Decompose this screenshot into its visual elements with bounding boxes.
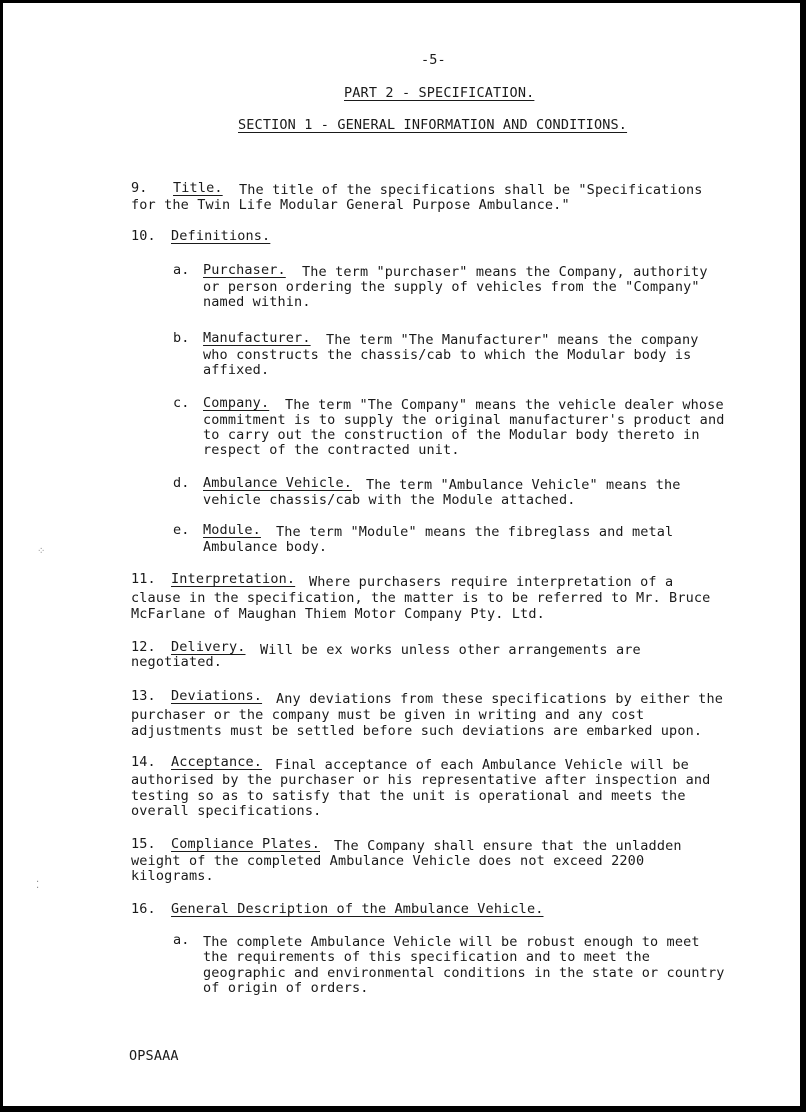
para-9-line-2: for the Twin Life Modular General Purpose Ambulance." [131, 197, 570, 213]
para-10d-line-2: vehicle chassis/cab with the Module attached. [203, 492, 576, 508]
para-10a-line-1: The term "purchaser" means the Company, authority [302, 264, 708, 280]
para-16a-line-2: the requirements of this specification and to meet the [203, 949, 650, 965]
para-16a-line-1: The complete Ambulance Vehicle will be robust enough to meet [203, 934, 700, 950]
para-13-line-1: Any deviations from these specifications by either the [276, 691, 723, 707]
scan-speck: ⁚ [36, 880, 40, 891]
para-12-line-1: Will be ex works unless other arrangements are [260, 642, 641, 658]
para-15-title: Compliance Plates. [171, 836, 320, 852]
para-16-number: 16. [131, 901, 156, 917]
para-16a-line-3: geographic and environmental conditions in the state or country [203, 965, 725, 981]
para-16-title: General Description of the Ambulance Vehicle. [171, 901, 544, 917]
para-13-line-3: adjustments must be settled before such deviations are embarked upon. [131, 723, 703, 739]
para-10b-line-3: affixed. [203, 362, 270, 378]
footer-code: OPSAAA [129, 1048, 179, 1064]
para-10b-line-2: who constructs the chassis/cab to which the Modular body is [203, 347, 692, 363]
para-10c-title: Company. [203, 395, 270, 411]
para-14-line-1: Final acceptance of each Ambulance Vehicle will be [275, 757, 689, 773]
para-10c-line-3: to carry out the construction of the Modular body thereto in [203, 427, 700, 443]
para-10a-line-3: named within. [203, 294, 311, 310]
para-10b-line-1: The term "The Manufacturer" means the company [326, 332, 699, 348]
para-10c-line-2: commitment is to supply the original manufacturer's product and [203, 412, 725, 428]
para-12-title: Delivery. [171, 639, 246, 655]
para-10d-title: Ambulance Vehicle. [203, 475, 352, 491]
para-10-number: 10. [131, 228, 156, 244]
part-heading: PART 2 - SPECIFICATION. [344, 85, 535, 101]
section-heading: SECTION 1 - GENERAL INFORMATION AND CONDITIONS. [238, 117, 628, 133]
para-16a-line-4: of origin of orders. [203, 980, 369, 996]
para-9-line-1: The title of the specifications shall be "Specifications [239, 182, 703, 198]
scan-speck: ⁘ [37, 546, 46, 557]
para-10d-letter: d. [173, 475, 190, 491]
para-10d-line-1: The term "Ambulance Vehicle" means the [366, 477, 681, 493]
para-10a-title: Purchaser. [203, 262, 286, 278]
para-11-number: 11. [131, 571, 156, 587]
para-13-title: Deviations. [171, 688, 263, 704]
para-11-title: Interpretation. [171, 571, 296, 587]
para-15-line-3: kilograms. [131, 868, 214, 884]
para-13-line-2: purchaser or the company must be given in writing and any cost [131, 707, 645, 723]
para-9-number: 9. [131, 180, 148, 196]
para-14-line-4: overall specifications. [131, 803, 322, 819]
para-10e-line-1: The term "Module" means the fibreglass and metal [276, 524, 674, 540]
para-10b-title: Manufacturer. [203, 330, 311, 346]
para-10c-line-4: respect of the contracted unit. [203, 442, 460, 458]
para-14-line-3: testing so as to satisfy that the unit is operational and meets the [131, 788, 686, 804]
para-15-line-2: weight of the completed Ambulance Vehicle does not exceed 2200 [131, 853, 645, 869]
para-11-line-2: clause in the specification, the matter is to be referred to Mr. Bruce [131, 590, 711, 606]
para-10b-letter: b. [173, 330, 190, 346]
para-12-line-2: negotiated. [131, 654, 223, 670]
para-11-line-3: McFarlane of Maughan Thiem Motor Company Pty. Ltd. [131, 606, 545, 622]
para-14-number: 14. [131, 754, 156, 770]
para-11-line-1: Where purchasers require interpretation of a [309, 574, 674, 590]
para-15-line-1: The Company shall ensure that the unladden [334, 838, 682, 854]
para-10a-line-2: or person ordering the supply of vehicles from the "Company" [203, 279, 700, 295]
para-16a-letter: a. [173, 932, 190, 948]
para-12-number: 12. [131, 639, 156, 655]
para-10a-letter: a. [173, 262, 190, 278]
para-10e-title: Module. [203, 522, 261, 538]
para-10e-line-2: Ambulance body. [203, 539, 328, 555]
para-14-line-2: authorised by the purchaser or his representative after inspection and [131, 772, 711, 788]
para-10c-line-1: The term "The Company" means the vehicle dealer whose [285, 397, 724, 413]
page-number: -5- [421, 52, 446, 68]
para-13-number: 13. [131, 688, 156, 704]
para-10-title: Definitions. [171, 228, 271, 244]
para-10c-letter: c. [173, 395, 190, 411]
para-14-title: Acceptance. [171, 754, 263, 770]
para-15-number: 15. [131, 836, 156, 852]
para-10e-letter: e. [173, 522, 190, 538]
para-9-title: Title. [173, 180, 223, 196]
